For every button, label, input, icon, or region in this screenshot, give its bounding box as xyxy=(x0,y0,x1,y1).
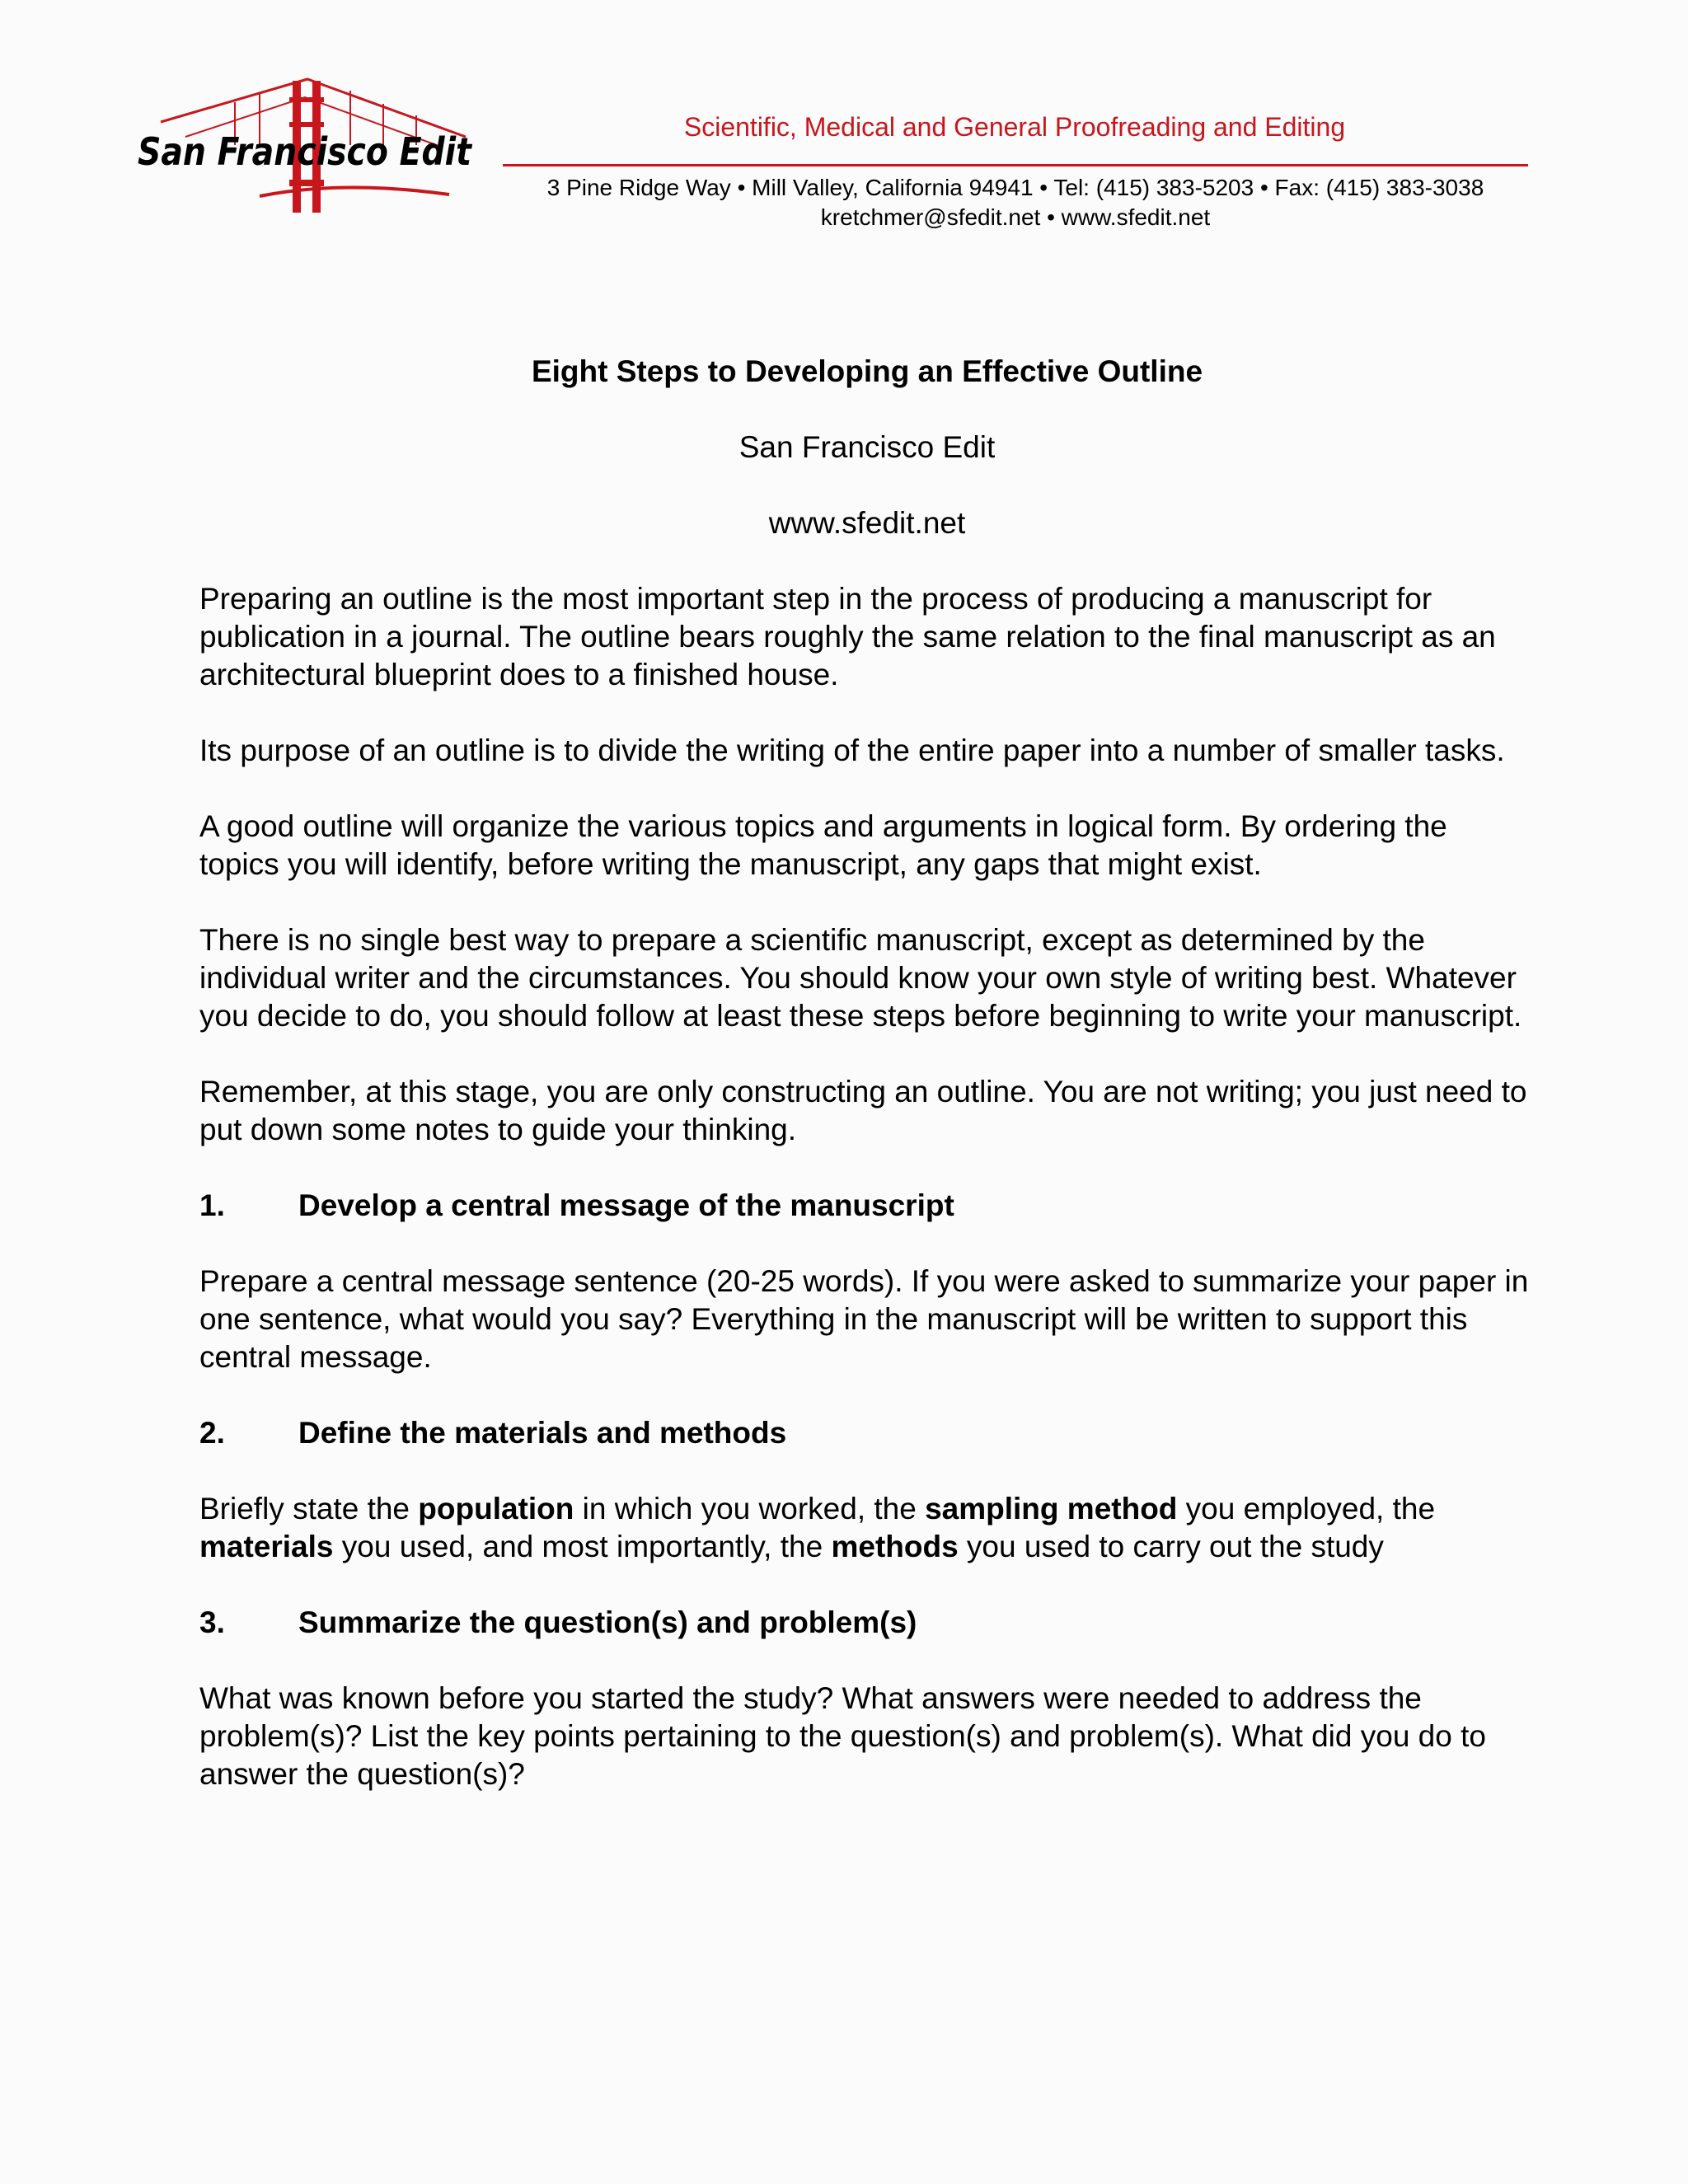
step-body-text: you used, and most importantly, the xyxy=(333,1530,832,1563)
step-body xyxy=(199,1490,1535,1566)
step-body-text: in which you worked, the xyxy=(574,1492,926,1526)
logo-wordmark: San Francisco Edit xyxy=(138,129,473,174)
emphasis-term: materials xyxy=(199,1530,334,1563)
contact-block xyxy=(503,173,1528,232)
step-title: Summarize the question(s) and problem(s) xyxy=(298,1605,917,1639)
step-number: 3. xyxy=(199,1605,225,1639)
golden-gate-bridge-icon xyxy=(136,73,482,221)
intro-paragraph: A good outline will organize the various topics and arguments in logical form. By ordering the topics you will identify, before writing the manuscript, any gaps that might exist. xyxy=(199,809,1447,881)
step-body-text: you used to carry out the study xyxy=(958,1530,1384,1563)
step-number: 2. xyxy=(199,1416,225,1450)
step-number: 1. xyxy=(199,1188,225,1222)
step-body-text: you employed, the xyxy=(1177,1492,1436,1526)
step-heading xyxy=(199,1414,1535,1452)
document-body xyxy=(199,353,1535,1831)
header-divider xyxy=(503,164,1528,166)
step-body: What was known before you started the study? What answers were needed to address the problem(s)? List the key points pertaining to the question(s) and problem(s). What did you do to answer the question(s)? xyxy=(199,1681,1486,1791)
step-heading xyxy=(199,1604,1535,1642)
intro-paragraph: There is no single best way to prepare a scientific manuscript, except as determined by the individual writer and the circumstances. You should know your own style of writing best. Whatever you decide to do, you should follow at least these steps before beginning to write your manuscript. xyxy=(199,923,1522,1033)
step-title: Define the materials and methods xyxy=(298,1416,787,1450)
company-tagline: Scientific, Medical and General Proofreading and Editing xyxy=(683,112,1346,142)
logo xyxy=(136,73,482,221)
intro-paragraph: Remember, at this stage, you are only constructing an outline. You are not writing; you just need to put down some notes to guide your thinking. xyxy=(199,1075,1527,1146)
step-body-text: Briefly state the xyxy=(199,1492,419,1526)
step-body: Prepare a central message sentence (20-25 words). If you were asked to summarize your paper in one sentence, what would you say? Everything in the manuscript will be written to support this central message. xyxy=(199,1264,1529,1374)
emphasis-term: population xyxy=(418,1492,574,1526)
step-heading xyxy=(199,1187,1535,1225)
address-line: 3 Pine Ridge Way • Mill Valley, California 94941 • Tel: (415) 383-5203 • Fax: (415) 383-3038 xyxy=(546,175,1484,200)
intro-paragraph: Preparing an outline is the most important step in the process of producing a manuscript for publication in a journal. The outline bears roughly the same relation to the final manuscript as an architectural blueprint does to a finished house. xyxy=(199,582,1496,691)
document-author: San Francisco Edit xyxy=(738,430,996,464)
intro-paragraph: Its purpose of an outline is to divide the writing of the entire paper into a number of smaller tasks. xyxy=(199,733,1505,767)
document-url: www.sfedit.net xyxy=(768,506,966,540)
step-title: Develop a central message of the manuscript xyxy=(298,1188,954,1222)
emphasis-term: methods xyxy=(831,1530,959,1563)
document-title: Eight Steps to Developing an Effective Outline xyxy=(531,354,1203,388)
emphasis-term: sampling method xyxy=(925,1492,1178,1526)
email-website-line: kretchmer@sfedit.net • www.sfedit.net xyxy=(820,204,1211,230)
